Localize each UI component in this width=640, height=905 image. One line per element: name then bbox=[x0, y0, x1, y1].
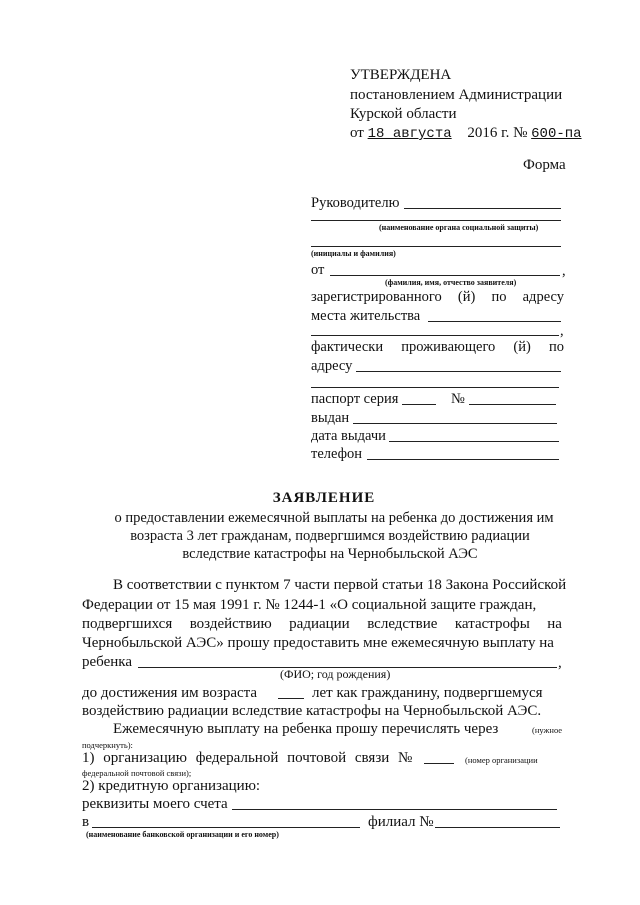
child-hint: (ФИО; год рождения) bbox=[280, 667, 391, 681]
approval-region: Курской области bbox=[350, 106, 457, 122]
comma-1: , bbox=[562, 263, 566, 279]
initials-field[interactable] bbox=[311, 246, 561, 247]
option-postal[interactable]: 1) организацию федеральной почтовой связи № bbox=[82, 750, 413, 766]
actual-word-1: фактически bbox=[311, 339, 384, 355]
initials-hint: (инициалы и фамилия) bbox=[311, 249, 396, 258]
comma-2: , bbox=[560, 323, 564, 339]
branch-label: филиал № bbox=[368, 814, 434, 830]
body-line-3-word-1: подвергшихся bbox=[82, 616, 173, 632]
address-label: адресу bbox=[311, 358, 353, 374]
body-line-3 bbox=[82, 615, 562, 633]
issue-date-field[interactable] bbox=[389, 441, 559, 442]
actual-word-2: проживающего bbox=[401, 339, 496, 355]
registered-word-2: (й) bbox=[457, 289, 476, 305]
body-line-3-word-3: радиации bbox=[289, 616, 350, 632]
statement-title: ЗАЯВЛЕНИЕ bbox=[272, 490, 376, 506]
issued-field[interactable] bbox=[353, 423, 557, 424]
bank-hint: (наименование банковской организации и его номер) bbox=[86, 830, 279, 839]
age-field[interactable] bbox=[278, 698, 304, 699]
body-line-2: Федерации от 15 мая 1991 г. № 1244-1 «О социальной защите граждан, bbox=[82, 597, 537, 613]
body-line-3-word-5: катастрофы bbox=[454, 616, 530, 632]
statement-subtitle-2: возраста 3 лет гражданам, подвергшимся воздействию радиации bbox=[130, 528, 530, 544]
body-line-3-word-6: на bbox=[547, 616, 562, 632]
child-label: ребенка bbox=[82, 654, 132, 670]
passport-number-field[interactable] bbox=[469, 404, 556, 405]
age-line-b: лет как гражданину, подвергшемуся bbox=[312, 685, 543, 701]
form-label: Форма bbox=[523, 157, 566, 173]
transfer-text: Ежемесячную выплату на ребенка прошу перечислять через bbox=[113, 721, 499, 737]
account-field[interactable] bbox=[232, 809, 557, 810]
branch-field[interactable] bbox=[435, 827, 560, 828]
approval-stamp-title: УТВЕРЖДЕНА bbox=[350, 67, 452, 83]
issued-label: выдан bbox=[311, 410, 350, 426]
from-label: от bbox=[311, 262, 325, 278]
passport-series-field[interactable] bbox=[402, 404, 436, 405]
from-field[interactable] bbox=[330, 275, 560, 276]
residence-label: места жительства bbox=[311, 308, 421, 324]
approval-date-value: 18 августа bbox=[367, 126, 452, 142]
account-label: реквизиты моего счета bbox=[82, 796, 228, 812]
statement-subtitle-1: о предоставлении ежемесячной выплаты на ребенка до достижения им bbox=[114, 510, 554, 526]
age-line-a: до достижения им возраста bbox=[82, 685, 258, 701]
option-postal-hint-2: федеральной почтовой связи); bbox=[82, 768, 192, 778]
bank-name-field[interactable] bbox=[92, 827, 360, 828]
registered-word-1: зарегистрированного bbox=[311, 289, 442, 305]
phone-label: телефон bbox=[311, 446, 363, 462]
transfer-hint: (нужное bbox=[532, 725, 563, 735]
bank-in-label: в bbox=[82, 814, 90, 830]
postal-number-field[interactable] bbox=[424, 763, 454, 764]
registered-word-3: по bbox=[491, 289, 507, 305]
residence-field-2[interactable] bbox=[311, 335, 559, 336]
passport-series-label: паспорт серия bbox=[311, 391, 399, 407]
approval-date-prefix: от bbox=[350, 125, 364, 141]
residence-field[interactable] bbox=[428, 321, 561, 322]
comma-3: , bbox=[558, 655, 562, 671]
actual-word-4: по bbox=[548, 339, 564, 355]
approval-number: 600-па bbox=[531, 126, 582, 142]
transfer-hint-2: подчеркнуть): bbox=[82, 740, 133, 750]
registered-word-4: адресу bbox=[522, 289, 564, 305]
actual-word-3: (й) bbox=[513, 339, 531, 355]
approval-year: 2016 г. № bbox=[467, 125, 528, 141]
approval-date-line bbox=[350, 124, 582, 143]
issue-date-label: дата выдачи bbox=[311, 428, 386, 444]
body-line-3-word-2: воздействию bbox=[189, 616, 272, 632]
statement-subtitle-3: вследствие катастрофы на Чернобыльской АЭС bbox=[182, 546, 478, 562]
approval-decree: постановлением Администрации bbox=[350, 87, 563, 103]
to-label: Руководителю bbox=[311, 195, 400, 211]
to-field[interactable] bbox=[404, 208, 561, 209]
registered-line bbox=[311, 288, 564, 306]
body-line-4: Чернобыльской АЭС» прошу предоставить мне ежемесячную выплату на bbox=[82, 635, 554, 651]
option-bank[interactable]: 2) кредитную организацию: bbox=[82, 778, 261, 794]
address-field[interactable] bbox=[356, 371, 561, 372]
age-line-2: воздействию радиации вследствие катастрофы на Чернобыльской АЭС. bbox=[82, 703, 542, 719]
passport-number-sign: № bbox=[451, 391, 465, 407]
option-postal-hint: (номер организации bbox=[465, 755, 538, 765]
org-hint: (наименование органа социальной защиты) bbox=[379, 223, 539, 232]
body-line-1: В соответствии с пунктом 7 части первой статьи 18 Закона Российской bbox=[113, 577, 567, 593]
actual-residence-line bbox=[311, 338, 564, 356]
body-line-3-word-4: вследствие bbox=[367, 616, 438, 632]
address-field-2[interactable] bbox=[311, 387, 559, 388]
phone-field[interactable] bbox=[367, 459, 559, 460]
fio-hint: (фамилия, имя, отчество заявителя) bbox=[385, 278, 517, 287]
org-field[interactable] bbox=[311, 220, 561, 221]
